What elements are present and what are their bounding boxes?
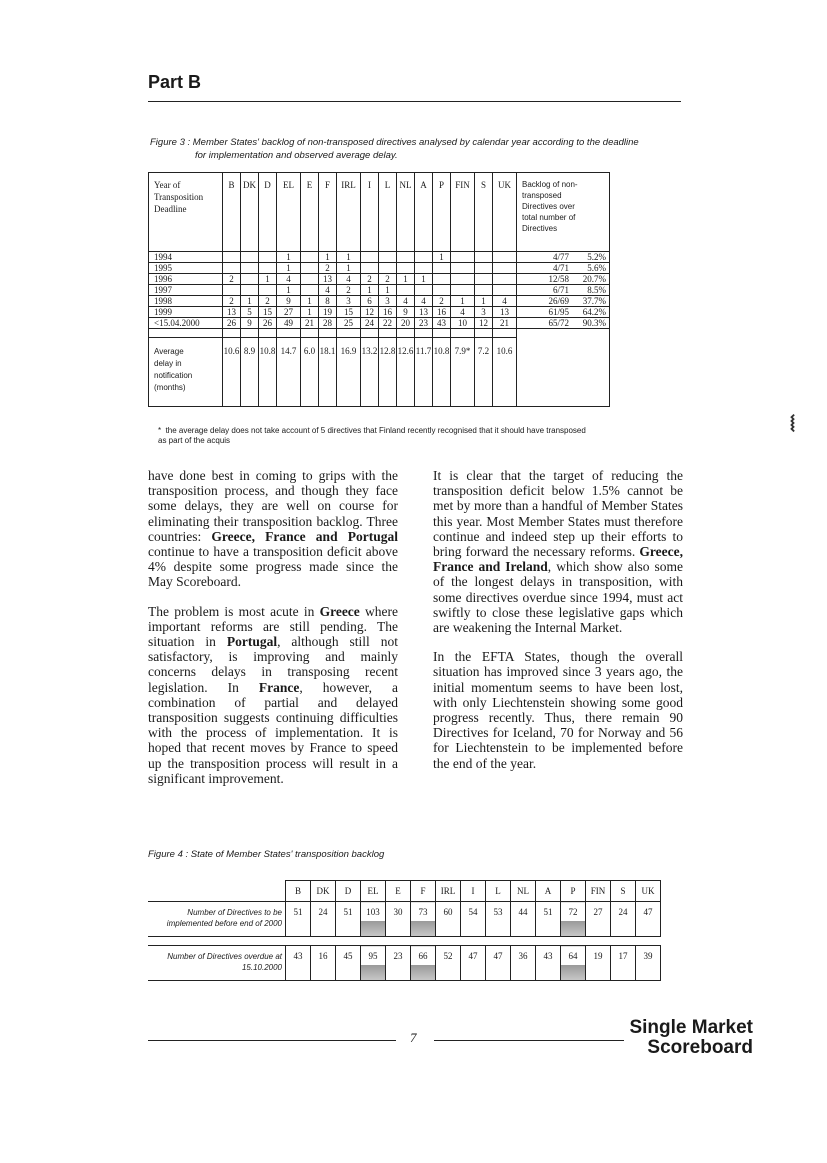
backlog-percent: 20.7%	[572, 274, 610, 285]
value-cell: 9	[241, 318, 259, 329]
value-cell: 1	[433, 252, 451, 263]
column-header-i: I	[361, 173, 379, 252]
footer-rule-right	[434, 1040, 624, 1041]
figure4-value-cell: 95	[361, 946, 386, 981]
figure4-value-cell: 60	[436, 902, 461, 937]
value-cell: 10	[451, 318, 475, 329]
value-cell	[433, 274, 451, 285]
gap-cell	[241, 329, 259, 338]
backlog-ratio: 6/71	[517, 285, 573, 296]
value-cell: 1	[475, 296, 493, 307]
value-cell: 24	[361, 318, 379, 329]
body-column-left	[148, 468, 398, 800]
value-cell: 2	[223, 296, 241, 307]
backlog-header-line: Directives	[522, 224, 558, 233]
average-cell: 11.7	[415, 338, 433, 407]
figure4-column-f: F	[411, 881, 436, 902]
backlog-percent: 37.7%	[572, 296, 610, 307]
value-cell: 4	[451, 307, 475, 318]
value-cell	[475, 263, 493, 274]
figure3-row	[149, 307, 610, 318]
value-cell	[415, 285, 433, 296]
body-text: , which show also some of the longest delays in transposition, with some directives overdue since 1994, must act swiftly to close these legislative gaps which are weakening the Internal Market.	[433, 559, 683, 636]
year-header-line: Transposition	[154, 192, 204, 202]
value-cell	[259, 285, 277, 296]
value-cell: 23	[415, 318, 433, 329]
value-cell: 16	[433, 307, 451, 318]
body-column-right	[433, 468, 683, 785]
figure4-row	[148, 902, 661, 937]
value-cell	[379, 252, 397, 263]
figure4-value-cell: 19	[586, 946, 611, 981]
year-header-line: Year of	[154, 180, 181, 190]
part-title: Part B	[148, 72, 202, 92]
backlog-ratio: 65/72	[517, 318, 573, 329]
value-cell: 1	[379, 285, 397, 296]
average-cell: 16.9	[337, 338, 361, 407]
average-label-line: Average	[154, 347, 184, 356]
value-cell	[241, 252, 259, 263]
figure4-value-cell: 51	[286, 902, 311, 937]
figure4-column-b: B	[286, 881, 311, 902]
value-cell: 2	[259, 296, 277, 307]
value-cell	[223, 263, 241, 274]
average-cell: 8.9	[241, 338, 259, 407]
value-cell: 1	[451, 296, 475, 307]
figure4-value-cell: 51	[536, 902, 561, 937]
value-cell	[493, 274, 517, 285]
value-cell: 4	[415, 296, 433, 307]
figure4-value-cell: 30	[386, 902, 411, 937]
value-cell: 43	[433, 318, 451, 329]
figure4-value-cell: 24	[311, 902, 336, 937]
figure3-caption-line2: for implementation and observed average delay.	[195, 150, 398, 161]
figure4-column-nl: NL	[511, 881, 536, 902]
figure4-value-cell: 17	[611, 946, 636, 981]
gap-cell	[397, 329, 415, 338]
value-cell: 1	[277, 263, 301, 274]
value-cell: 3	[475, 307, 493, 318]
value-cell	[301, 263, 319, 274]
value-cell	[397, 252, 415, 263]
figure4-row	[148, 946, 661, 981]
backlog-header-line: Directives over	[522, 202, 575, 211]
figure4-value-cell: 51	[336, 902, 361, 937]
gap-cell	[149, 329, 223, 338]
value-cell: 9	[397, 307, 415, 318]
backlog-percent: 5.6%	[572, 263, 610, 274]
value-cell: 20	[397, 318, 415, 329]
value-cell: 26	[259, 318, 277, 329]
gap-cell	[517, 329, 610, 338]
figure4-value-cell: 23	[386, 946, 411, 981]
value-cell: 8	[319, 296, 337, 307]
body-paragraph	[433, 649, 683, 771]
value-cell	[301, 285, 319, 296]
page-number: 7	[410, 1030, 417, 1045]
row-label-line: 15.10.2000	[241, 963, 282, 972]
value-cell: 2	[337, 285, 361, 296]
backlog-ratio: 61/95	[517, 307, 573, 318]
column-header-e: E	[301, 173, 319, 252]
column-header-nl: NL	[397, 173, 415, 252]
brand-line1: Single Market	[629, 1017, 753, 1038]
figure4-row-label	[148, 946, 286, 981]
binding-hole-mark-icon: ⧙	[790, 410, 796, 437]
value-cell	[259, 263, 277, 274]
average-label	[149, 338, 223, 407]
body-text: where important reforms are still pending. The situation in	[148, 603, 399, 650]
figure4-value-cell: 36	[511, 946, 536, 981]
value-cell: 12	[361, 307, 379, 318]
value-cell: 4	[277, 274, 301, 285]
value-cell: 22	[379, 318, 397, 329]
figure4-column-fin: FIN	[586, 881, 611, 902]
value-cell	[301, 252, 319, 263]
figure3-caption	[150, 136, 690, 162]
value-cell	[379, 263, 397, 274]
value-cell: 4	[493, 296, 517, 307]
gap-cell	[223, 329, 241, 338]
value-cell: 2	[319, 263, 337, 274]
value-cell	[415, 263, 433, 274]
figure3-footnote	[158, 426, 698, 446]
value-cell: 5	[241, 307, 259, 318]
figure4-value-cell: 52	[436, 946, 461, 981]
average-empty-cell	[517, 338, 610, 407]
figure4-value-cell: 16	[311, 946, 336, 981]
body-paragraph	[148, 468, 398, 590]
average-cell: 10.8	[433, 338, 451, 407]
value-cell: 13	[319, 274, 337, 285]
body-text: In the EFTA States, though the overall situation has improved since 3 years ago, the initial momentum seems to have been lost, with only Liechtenstein showing some good progress recently. Thus, there remain 90 Directives for Iceland, 70 for Norway and 56 for Liechtenstein to be implemented before the end of the year.	[433, 649, 683, 771]
column-header-el: EL	[277, 173, 301, 252]
column-header-irl: IRL	[337, 173, 361, 252]
gap-cell	[301, 329, 319, 338]
average-cell: 12.6	[397, 338, 415, 407]
figure4-header-row	[148, 881, 661, 902]
value-cell	[415, 252, 433, 263]
value-cell: 19	[319, 307, 337, 318]
value-cell	[241, 263, 259, 274]
gap-cell	[337, 329, 361, 338]
value-cell: 1	[301, 307, 319, 318]
value-cell: 1	[277, 285, 301, 296]
figure4-column-dk: DK	[311, 881, 336, 902]
year-cell: <15.04.2000	[149, 318, 223, 329]
value-cell: 1	[415, 274, 433, 285]
body-paragraph	[148, 604, 398, 786]
body-text: continue to have a transposition deficit above 4% despite some progress made since the May Scoreboard.	[148, 544, 398, 590]
average-cell: 6.0	[301, 338, 319, 407]
year-cell: 1996	[149, 274, 223, 285]
year-cell: 1999	[149, 307, 223, 318]
figure4-value-cell: 47	[486, 946, 511, 981]
column-header-d: D	[259, 173, 277, 252]
figure4-table	[148, 880, 661, 981]
average-label-line: (months)	[154, 383, 186, 392]
column-header-uk: UK	[493, 173, 517, 252]
figure4-value-cell: 43	[286, 946, 311, 981]
gap-cell	[319, 329, 337, 338]
backlog-ratio: 12/58	[517, 274, 573, 285]
average-label-line: delay in	[154, 359, 182, 368]
figure3-row	[149, 285, 610, 296]
value-cell	[433, 263, 451, 274]
figure4-column-l: L	[486, 881, 511, 902]
body-paragraph	[433, 468, 683, 635]
value-cell	[475, 274, 493, 285]
value-cell	[361, 263, 379, 274]
value-cell: 4	[319, 285, 337, 296]
figure3-header-row	[149, 173, 610, 252]
value-cell	[451, 274, 475, 285]
value-cell: 15	[259, 307, 277, 318]
value-cell: 13	[493, 307, 517, 318]
backlog-header-line: transposed	[522, 191, 562, 200]
value-cell: 3	[379, 296, 397, 307]
value-cell	[433, 285, 451, 296]
emphasis-text: Greece, France and Ireland	[433, 544, 683, 575]
value-cell: 25	[337, 318, 361, 329]
average-label-line: notification	[154, 371, 193, 380]
figure4-column-p: P	[561, 881, 586, 902]
body-text: It is clear that the target of reducing the transposition deficit below 1.5% cannot be met by more than a handful of Member States this year. Most Member States must therefore continue and indeed step up their efforts to bring forward the necessary reforms.	[433, 468, 683, 560]
value-cell: 16	[379, 307, 397, 318]
value-cell	[397, 263, 415, 274]
value-cell: 1	[337, 263, 361, 274]
column-header-p: P	[433, 173, 451, 252]
gap-cell	[361, 329, 379, 338]
value-cell: 3	[337, 296, 361, 307]
year-header	[149, 173, 223, 252]
figure4-column-uk: UK	[636, 881, 661, 902]
gap-cell	[475, 329, 493, 338]
average-cell: 13.2	[361, 338, 379, 407]
value-cell: 1	[241, 296, 259, 307]
figure3-gap-row	[149, 329, 610, 338]
figure4-value-cell: 47	[461, 946, 486, 981]
body-text: , although still not satisfactory, is improving and mainly concerns delays in transposing recent legislation. In	[148, 634, 398, 695]
figure4-column-e: E	[386, 881, 411, 902]
body-text: have done best in coming to grips with the transposition process, and though they face some delays, they are well on course for eliminating their transposition backlog. Three countries:	[148, 468, 398, 544]
figure4-caption: Figure 4 : State of Member States' transposition backlog	[148, 849, 385, 860]
figure4-value-cell: 64	[561, 946, 586, 981]
value-cell: 2	[223, 274, 241, 285]
average-cell: 7.9*	[451, 338, 475, 407]
figure3-table	[148, 172, 610, 407]
value-cell	[223, 285, 241, 296]
figure4-value-cell: 53	[486, 902, 511, 937]
value-cell	[451, 263, 475, 274]
value-cell: 2	[379, 274, 397, 285]
value-cell	[361, 252, 379, 263]
column-header-dk: DK	[241, 173, 259, 252]
value-cell: 49	[277, 318, 301, 329]
value-cell	[451, 252, 475, 263]
average-cell: 10.8	[259, 338, 277, 407]
value-cell	[223, 252, 241, 263]
gap-cell	[493, 329, 517, 338]
brand-logo	[628, 1018, 753, 1058]
value-cell	[475, 285, 493, 296]
year-header-line: Deadline	[154, 204, 187, 214]
backlog-percent: 90.3%	[572, 318, 610, 329]
footnote-line1: the average delay does not take account of 5 directives that Finland recently recognised that it should have transposed	[165, 426, 586, 435]
figure4-value-cell: 44	[511, 902, 536, 937]
year-cell: 1998	[149, 296, 223, 307]
value-cell: 1	[277, 252, 301, 263]
value-cell: 4	[397, 296, 415, 307]
backlog-percent: 8.5%	[572, 285, 610, 296]
figure4-column-el: EL	[361, 881, 386, 902]
value-cell: 1	[319, 252, 337, 263]
value-cell	[493, 285, 517, 296]
row-label-line: Number of Directives to be	[187, 908, 282, 917]
figure3-row	[149, 252, 610, 263]
average-row	[149, 338, 610, 407]
backlog-percent: 64.2%	[572, 307, 610, 318]
figure4-column-a: A	[536, 881, 561, 902]
figure4-spacer-row	[148, 937, 661, 946]
figure4-value-cell: 39	[636, 946, 661, 981]
figure3-row	[149, 318, 610, 329]
value-cell	[259, 252, 277, 263]
value-cell: 13	[415, 307, 433, 318]
brand-line2: Scoreboard	[647, 1037, 753, 1058]
figure4-value-cell: 54	[461, 902, 486, 937]
figure4-column-d: D	[336, 881, 361, 902]
value-cell: 1	[301, 296, 319, 307]
value-cell: 21	[493, 318, 517, 329]
backlog-ratio: 26/69	[517, 296, 573, 307]
column-header-f: F	[319, 173, 337, 252]
header-rule	[148, 101, 681, 102]
gap-cell	[379, 329, 397, 338]
value-cell: 15	[337, 307, 361, 318]
column-header-s: S	[475, 173, 493, 252]
figure4-value-cell: 43	[536, 946, 561, 981]
figure4-value-cell: 103	[361, 902, 386, 937]
value-cell: 9	[277, 296, 301, 307]
year-cell: 1994	[149, 252, 223, 263]
value-cell: 6	[361, 296, 379, 307]
footer-rule-left	[148, 1040, 396, 1041]
value-cell: 27	[277, 307, 301, 318]
figure3-row	[149, 263, 610, 274]
figure3-caption-line1: Figure 3 : Member States' backlog of non-transposed directives analysed by calendar year according to the deadline	[150, 137, 639, 148]
figure4-value-cell: 45	[336, 946, 361, 981]
spacer-cell	[148, 937, 661, 946]
value-cell	[241, 274, 259, 285]
backlog-header	[517, 173, 610, 252]
value-cell: 28	[319, 318, 337, 329]
value-cell	[493, 252, 517, 263]
column-header-l: L	[379, 173, 397, 252]
value-cell: 12	[475, 318, 493, 329]
figure4-value-cell: 24	[611, 902, 636, 937]
emphasis-text: France	[258, 679, 300, 695]
value-cell	[241, 285, 259, 296]
figure4-value-cell: 27	[586, 902, 611, 937]
figure3-row	[149, 274, 610, 285]
value-cell: 26	[223, 318, 241, 329]
average-cell: 14.7	[277, 338, 301, 407]
value-cell	[493, 263, 517, 274]
figure4-row-label	[148, 902, 286, 937]
gap-cell	[451, 329, 475, 338]
value-cell	[397, 285, 415, 296]
average-cell: 7.2	[475, 338, 493, 407]
year-cell: 1997	[149, 285, 223, 296]
figure4-column-s: S	[611, 881, 636, 902]
value-cell	[475, 252, 493, 263]
value-cell: 2	[361, 274, 379, 285]
emphasis-text: Greece, France and Portugal	[211, 528, 398, 544]
value-cell: 13	[223, 307, 241, 318]
asterisk-icon: *	[158, 426, 166, 435]
emphasis-text: Portugal	[226, 634, 278, 650]
value-cell	[301, 274, 319, 285]
figure3-row	[149, 296, 610, 307]
backlog-header-line: total number of	[522, 213, 576, 222]
gap-cell	[433, 329, 451, 338]
backlog-header-line: Backlog of non-	[522, 180, 578, 189]
value-cell: 1	[361, 285, 379, 296]
average-cell: 12.8	[379, 338, 397, 407]
average-cell: 10.6	[223, 338, 241, 407]
figure4-value-cell: 73	[411, 902, 436, 937]
footnote-line2: as part of the acquis	[158, 436, 231, 445]
body-text: The problem is most acute in	[148, 603, 320, 619]
gap-cell	[277, 329, 301, 338]
body-text: , however, a combination of partial and delayed transposition suggests continuing difficulties with the process of implementation. It is hoped that recent moves by France to speed up the transposition process will result in a significant improvement.	[148, 679, 398, 786]
figure4-column-irl: IRL	[436, 881, 461, 902]
gap-cell	[415, 329, 433, 338]
value-cell: 2	[433, 296, 451, 307]
figure4-corner-cell	[148, 881, 286, 902]
value-cell: 1	[259, 274, 277, 285]
gap-cell	[259, 329, 277, 338]
value-cell: 1	[397, 274, 415, 285]
value-cell: 4	[337, 274, 361, 285]
year-cell: 1995	[149, 263, 223, 274]
emphasis-text: Greece	[319, 603, 360, 619]
figure4-value-cell: 72	[561, 902, 586, 937]
figure4-value-cell: 66	[411, 946, 436, 981]
column-header-b: B	[223, 173, 241, 252]
backlog-percent: 5.2%	[572, 252, 610, 263]
row-label-line: implemented before end of 2000	[166, 919, 282, 928]
average-cell: 18.1	[319, 338, 337, 407]
value-cell: 1	[337, 252, 361, 263]
value-cell: 21	[301, 318, 319, 329]
average-cell: 10.6	[493, 338, 517, 407]
column-header-fin: FIN	[451, 173, 475, 252]
row-label-line: Number of Directives overdue at	[167, 952, 282, 961]
figure4-value-cell: 47	[636, 902, 661, 937]
figure4-column-i: I	[461, 881, 486, 902]
backlog-ratio: 4/71	[517, 263, 573, 274]
value-cell	[451, 285, 475, 296]
backlog-ratio: 4/77	[517, 252, 573, 263]
column-header-a: A	[415, 173, 433, 252]
